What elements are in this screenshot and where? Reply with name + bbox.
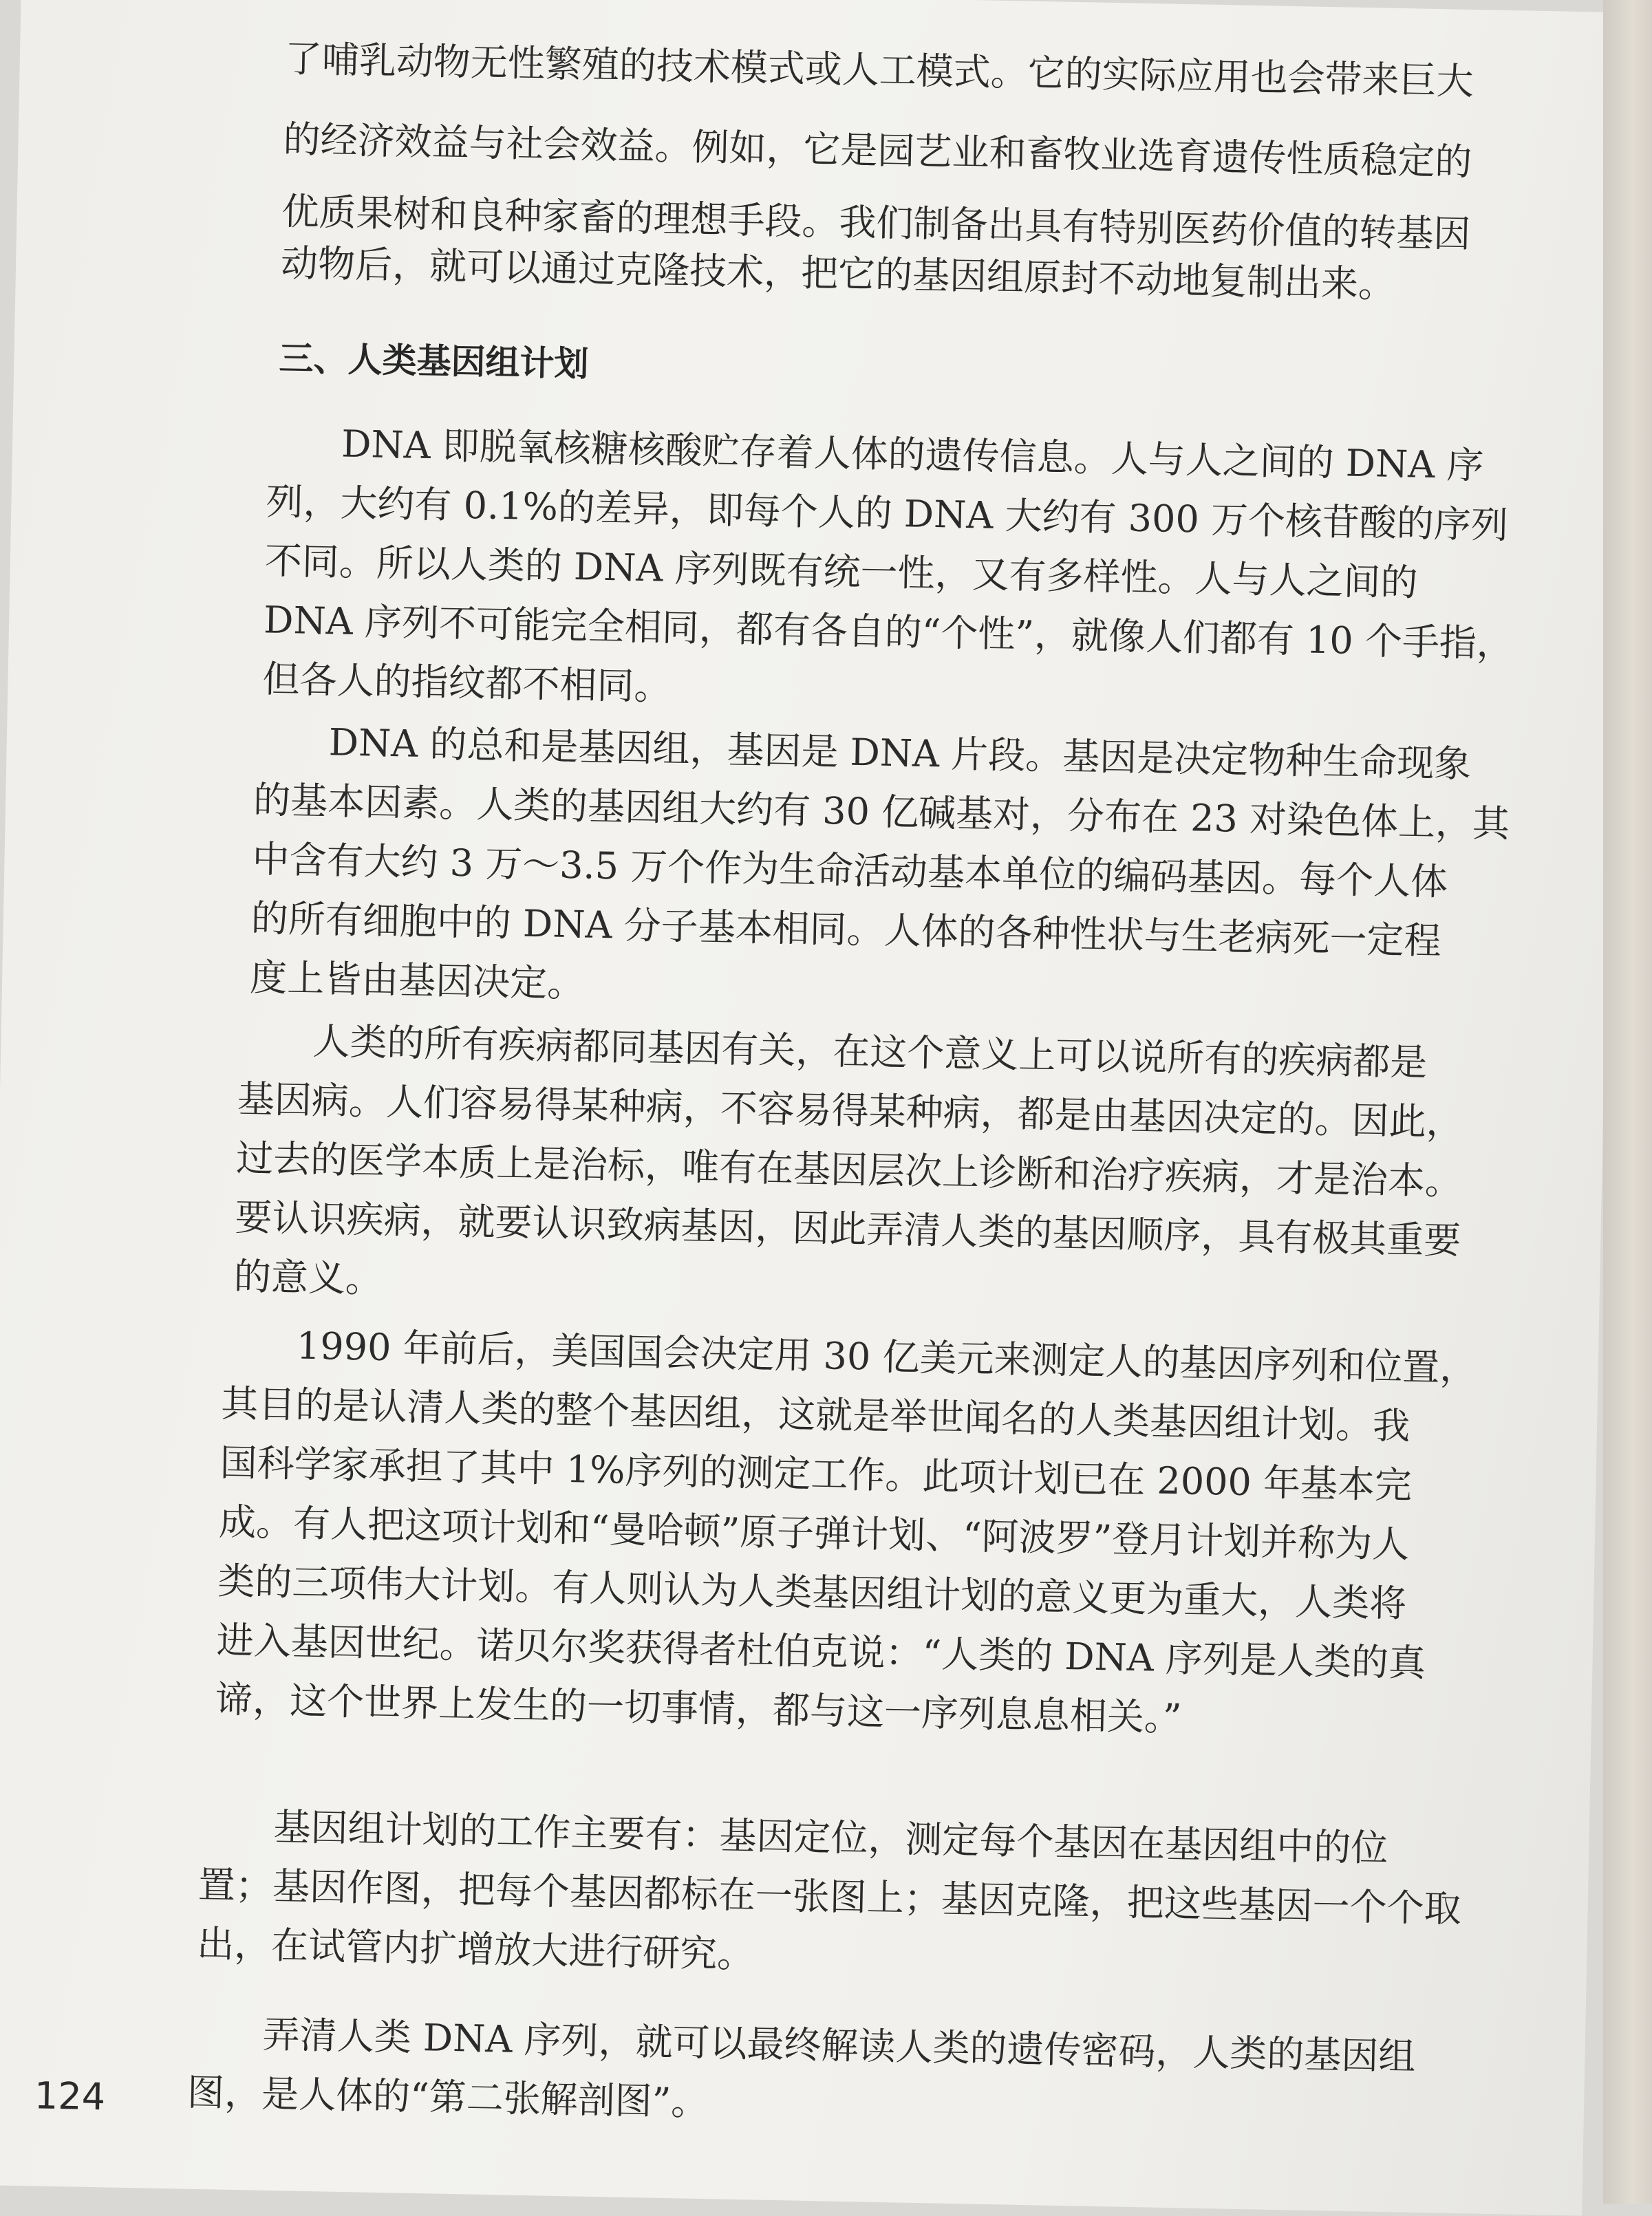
text-line: 谛，这个世界上发生的一切事情，都与这一序列息息相关。” (215, 1677, 1183, 1740)
text-line: 置；基因作图，把每个基因都标在一张图上；基因克隆，把这些基因一个个取 (197, 1862, 1462, 1931)
text-line: 过去的医学本质上是治标，唯有在基因层次上诊断和治疗疾病，才是治本。 (235, 1136, 1463, 1203)
text-line: 的经济效益与社会效益。例如，它是园艺业和畜牧业选育遗传性质稳定的 (283, 117, 1472, 184)
text-line: 要认识疾病，就要认识致病基因，因此弄清人类的基因顺序，具有极其重要 (234, 1195, 1461, 1262)
text-line: DNA 的总和是基因组，基因是 DNA 片段。基因是决定物种生命现象 (254, 719, 1472, 786)
text-line: 度上皆由基因决定。 (249, 956, 585, 1006)
text-line: 图，是人体的“第二张解剖图”。 (186, 2070, 709, 2124)
text-line: 动物后，就可以通过克隆技术，把它的基因组原封不动地复制出来。 (280, 241, 1396, 306)
text-line: DNA 即脱氧核糖核酸贮存着人体的遗传信息。人与人之间的 DNA 序 (266, 420, 1485, 488)
text-line: 的基本因素。人类的基因组大约有 30 亿碱基对，分布在 23 对染色体上，其 (253, 778, 1510, 846)
text-line: DNA 序列不可能完全相同，都有各自的“个性”，就像人们都有 10 个手指， (263, 598, 1514, 666)
text-line: 基因组计划的工作主要有：基因定位，测定每个基因在基因组中的位 (198, 1803, 1388, 1871)
text-line: 弄清人类 DNA 序列，就可以最终解读人类的遗传密码，人类的基因组 (188, 2011, 1416, 2078)
page-edge (1603, 0, 1652, 2204)
section-heading: 三、人类基因组计划 (279, 338, 590, 385)
text-line: 1990 年前后，美国国会决定用 30 亿美元来测定人的基因序列和位置， (222, 1322, 1477, 1390)
text-line: 出，在试管内扩增放大进行研究。 (196, 1922, 755, 1977)
text-line: 的意义。 (233, 1254, 383, 1301)
text-line: 基因病。人们容易得某种病，不容易得某种病，都是由基因决定的。因此， (237, 1077, 1464, 1144)
text-line: 优质果树和良种家畜的理想手段。我们制备出具有特别医药价值的转基因 (281, 189, 1471, 256)
text-line: 成。有人把这项计划和“曼哈顿”原子弹计划、“阿波罗”登月计划并称为人 (218, 1500, 1410, 1567)
text-line: 不同。所以人类的 DNA 序列既有统一性，又有多样性。人与人之间的 (264, 539, 1419, 605)
text-line: 人类的所有疾病都同基因有关，在这个意义上可以说所有的疾病都是 (237, 1018, 1428, 1084)
page-number: 124 (34, 2074, 106, 2119)
text-line: 列，大约有 0.1%的差异，即每个人的 DNA 大约有 300 万个核苷酸的序列 (265, 480, 1509, 548)
text-line: 了哺乳动物无性繁殖的技术模式或人工模式。它的实际应用也会带来巨大 (284, 36, 1474, 103)
text-line: 其目的是认清人类的整个基因组，这就是举世闻名的人类基因组计划。我 (220, 1381, 1410, 1448)
text-line: 类的三项伟大计划。有人则认为人类基因组计划的意义更为重大，人类将 (217, 1559, 1407, 1626)
text-line: 的所有细胞中的 DNA 分子基本相同。人体的各种性状与生老病死一定程 (250, 896, 1442, 963)
text-line: 中含有大约 3 万～3.5 万个作为生命活动基本单位的编码基因。每个人体 (251, 837, 1448, 904)
text-line: 国科学家承担了其中 1%序列的测定工作。此项计划已在 2000 年基本完 (219, 1441, 1413, 1507)
text-line: 进入基因世纪。诺贝尔奖获得者杜伯克说：“人类的 DNA 序列是人类的真 (216, 1618, 1426, 1686)
text-line: 但各人的指纹都不相同。 (262, 657, 672, 709)
